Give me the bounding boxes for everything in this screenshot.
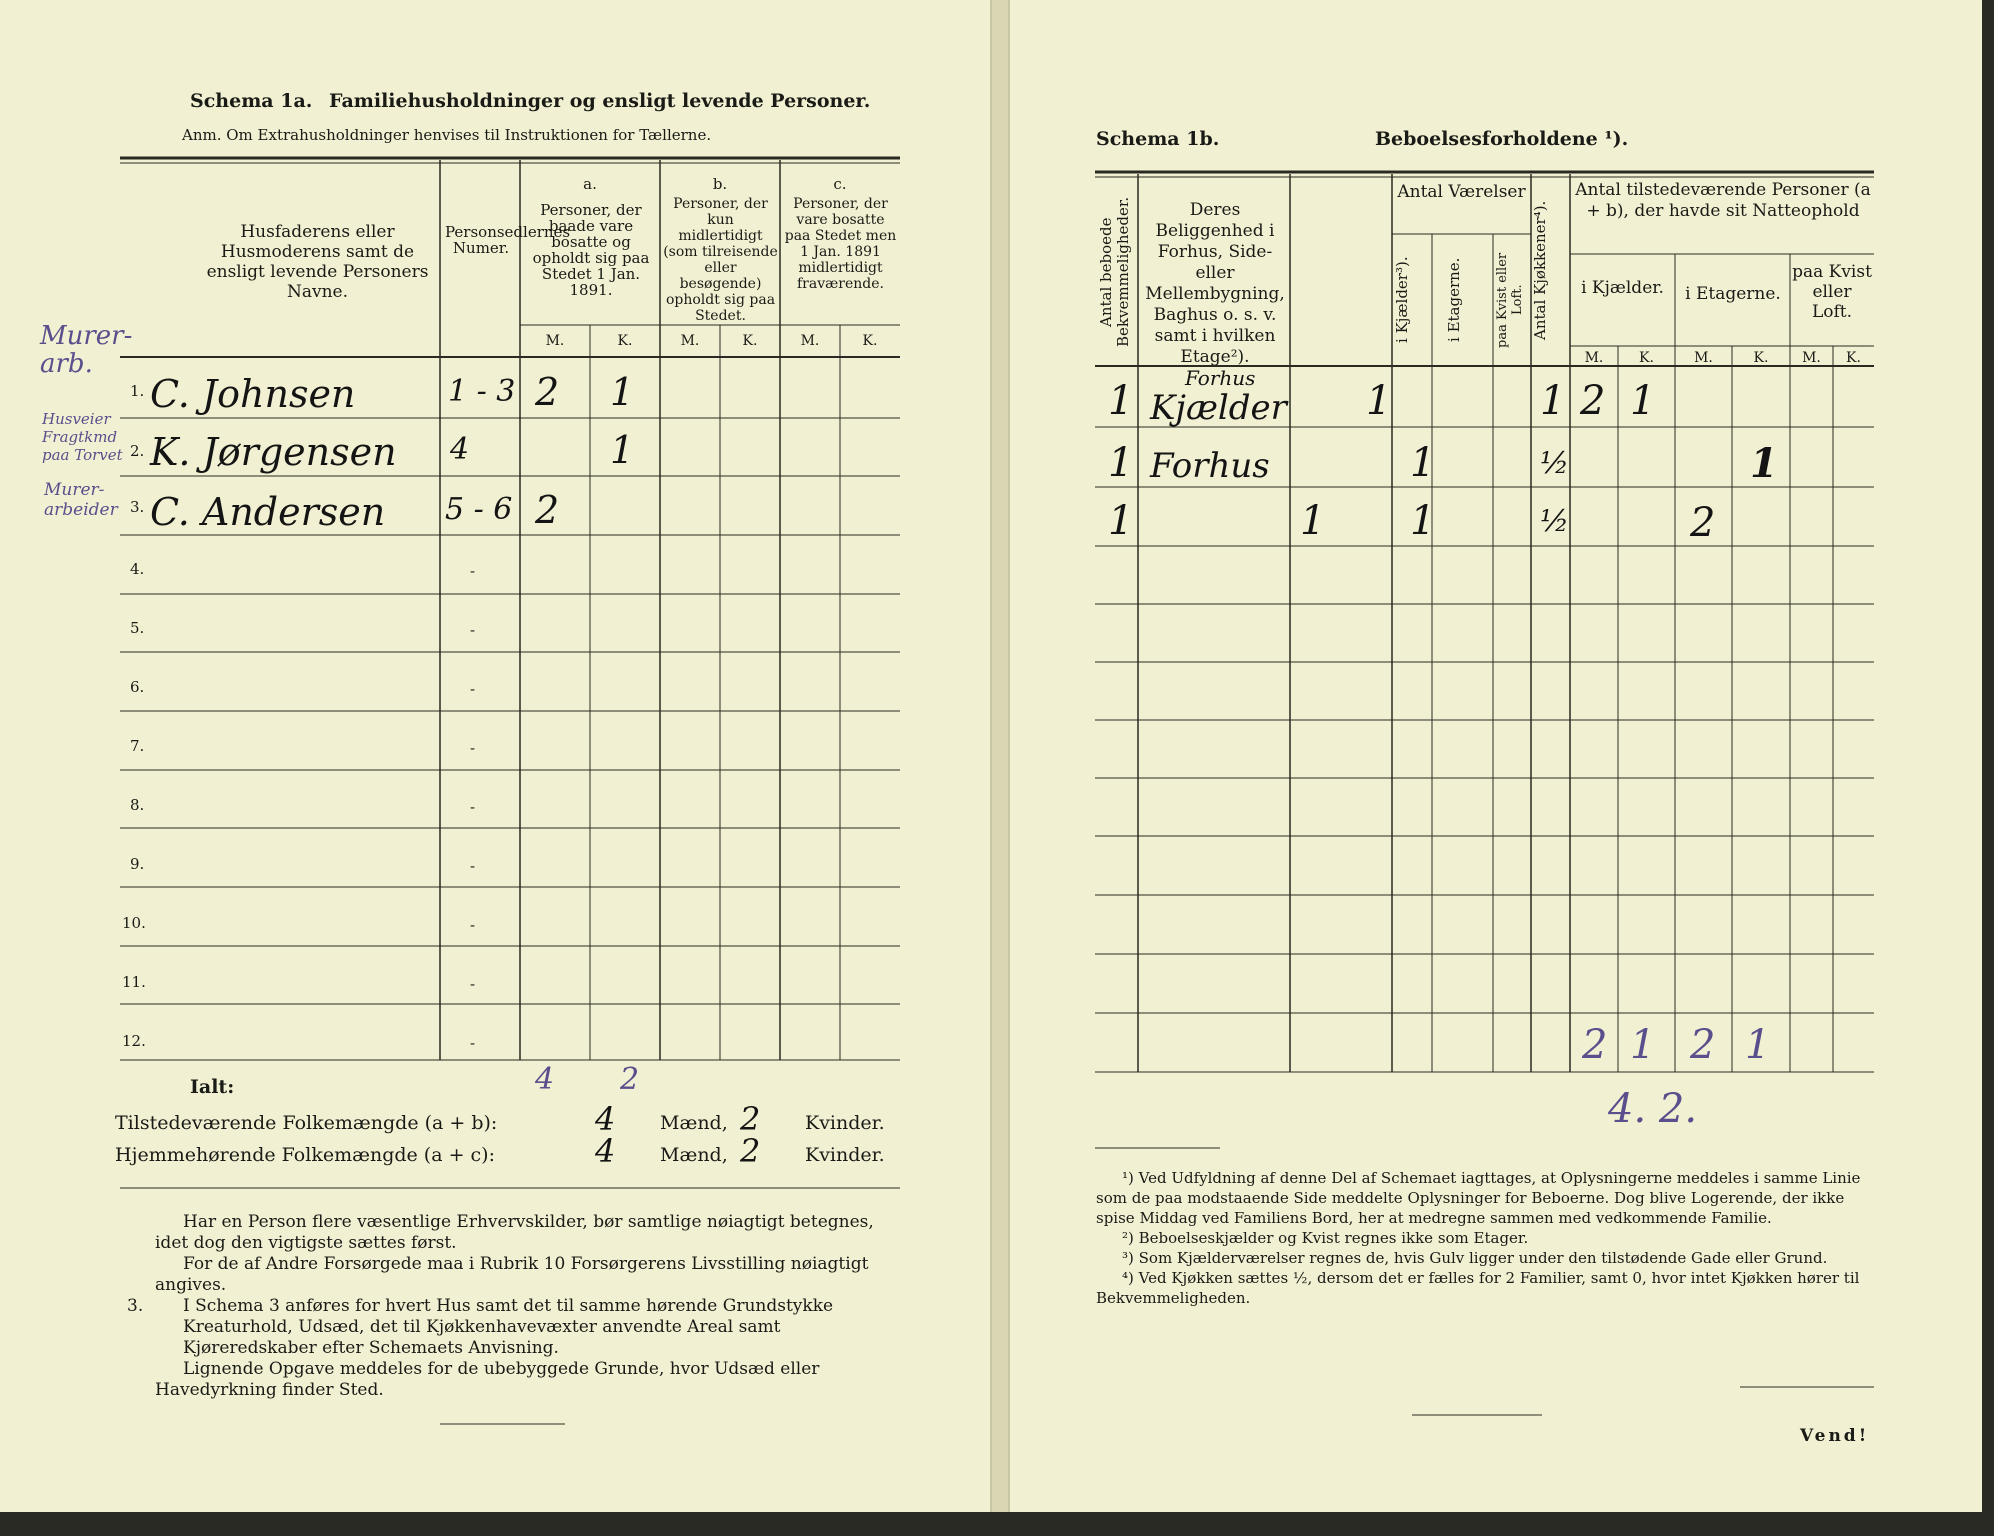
r2-kjokken: ½ <box>1540 446 1570 481</box>
mk-c-m: M. <box>800 333 820 349</box>
left-page <box>0 0 992 1512</box>
mk-kj-m: M. <box>1584 350 1604 366</box>
row-number: 12. <box>122 1032 146 1050</box>
row-number: 8. <box>130 796 145 814</box>
tilst-label: Tilstedeværende Folkemængde (a + b): <box>115 1112 498 1134</box>
margin-note-2: Husveier Fragtkmd paa Torvet <box>42 410 123 464</box>
mk-et-k: K. <box>1753 350 1769 366</box>
instruction-3 <box>127 1296 895 1359</box>
row-10-dash: - <box>470 916 476 934</box>
mk-kv-k: K. <box>1846 350 1861 366</box>
row-number: 6. <box>130 678 145 696</box>
row-3-name: C. Andersen <box>150 490 386 534</box>
r2-bebo: 1 <box>1108 440 1134 486</box>
row-3-numer: 5 - 6 <box>445 492 513 527</box>
row-9-dash: - <box>470 857 476 875</box>
row-8-dash: - <box>470 798 476 816</box>
row-1-a-k: 1 <box>610 370 635 414</box>
row-1-numer: 1 - 3 <box>448 374 516 409</box>
r1-bebo: 1 <box>1108 378 1134 424</box>
col-antal-vaerelser: Antal Værelser <box>1397 182 1526 202</box>
instruction-2: For de af Andre Forsørgede maa i Rubrik 10 Forsørgerens Livsstilling nøiagtigt angives. <box>155 1254 869 1295</box>
row-5-dash: - <box>470 621 476 639</box>
row-2-numer: 4 <box>450 432 470 467</box>
row-1-name: C. Johnsen <box>150 372 356 416</box>
col-antal-beboede: Antal beboede Bekvemmeligheder. <box>1097 196 1132 348</box>
row-number: 3. <box>130 498 145 516</box>
total-kj-k: 1 <box>1630 1022 1656 1068</box>
r1-kj-m: 2 <box>1580 378 1606 424</box>
total-et-k: 1 <box>1745 1022 1771 1068</box>
footnote-1: ¹) Ved Udfyldning af denne Del af Schemaet iagttages, at Oplysningerne meddeles i samme Linie som de paa modstaaende Side meddelte Oplysninger for Beboerne. Dog blive Logerende, der ikke spise Middag ved Familiens Bord, her at medregne sammen med vedkommende Familie. <box>1096 1169 1861 1227</box>
tilstedevaerende-row <box>115 1100 905 1140</box>
r3-belig: 1 <box>1300 498 1326 544</box>
instruction-4: Lignende Opgave meddeles for de ubebyggede Grunde, hvor Udsæd eller Havedyrkning finder Sted. <box>155 1359 820 1400</box>
mk-c-k: K. <box>862 333 878 349</box>
mk-a-k: K. <box>617 333 633 349</box>
margin-note-3: Murer-arbeider <box>44 480 118 520</box>
r2-etagerne: 1 <box>1410 440 1436 486</box>
schema-1b-prefix: Schema 1b. <box>1096 128 1220 150</box>
hjem-k-value: 2 <box>740 1132 761 1170</box>
hjem-label: Hjemmehørende Folkemængde (a + c): <box>115 1144 495 1166</box>
schema-1a-heading: Familiehusholdninger og ensligt levende Personer. <box>329 90 871 112</box>
row-2-name: K. Jørgensen <box>150 430 397 474</box>
col-b-letter: b. <box>712 175 728 193</box>
row-11-dash: - <box>470 975 476 993</box>
col-a-header: Personer, der baade vare bosatte og opholdt sig paa Stedet 1 Jan. 1891. <box>532 201 650 299</box>
col-i-etagerne: i Etagerne. <box>1445 257 1463 343</box>
row-number: 9. <box>130 855 145 873</box>
col-nat-etagerne: i Etagerne. <box>1685 284 1781 304</box>
vend-label: Vend! <box>1800 1426 1870 1446</box>
col-i-kjaelder: i Kjælder³). <box>1393 256 1411 344</box>
right-page <box>1008 0 1982 1512</box>
row-2-a-k: 1 <box>610 428 635 472</box>
book-gutter <box>990 0 1008 1512</box>
r1-belig-above: Forhus <box>1185 366 1256 390</box>
col-c-letter: c. <box>833 175 847 193</box>
r3-etagerne: 1 <box>1410 498 1436 544</box>
footnote-4: ⁴) Ved Kjøkken sættes ½, dersom det er fælles for 2 Familier, samt 0, hvor intet Kjøkken hører til Bekvemmeligheden. <box>1096 1269 1860 1307</box>
mk-et-m: M. <box>1694 350 1713 366</box>
ialt-label: Ialt: <box>190 1076 235 1098</box>
mk-a-m: M. <box>545 333 565 349</box>
instruction-3-number: 3. <box>127 1296 144 1316</box>
col-names-header: Husfaderens eller Husmoderens samt de ensligt levende Personers Navne. <box>206 222 429 302</box>
col-tilstedevaerende: Antal tilstedeværende Personer (a + b), der havde sit Natteophold <box>1575 180 1871 221</box>
tilst-k-value: 2 <box>740 1100 761 1138</box>
col-nat-kvist: paa Kvist eller Loft. <box>1792 262 1872 322</box>
r1-kjokken: 1 <box>1540 378 1566 424</box>
ialt-mark-k: 2 <box>620 1062 640 1097</box>
footnotes <box>1096 1168 1876 1308</box>
col-numer-header: Personsedlernes Numer. <box>445 223 571 257</box>
row-7-dash: - <box>470 739 476 757</box>
mk-b-k: K. <box>742 333 758 349</box>
schema-1b-heading: Beboelsesforholdene ¹). <box>1375 128 1629 150</box>
row-6-dash: - <box>470 680 476 698</box>
r1-belig: Kjælder <box>1150 388 1287 428</box>
r3-et-m: 2 <box>1690 500 1716 546</box>
row-number: 11. <box>122 973 146 991</box>
grand-total: 4. 2. <box>1608 1086 1698 1132</box>
schema-1a-prefix: Schema 1a. <box>190 90 313 112</box>
footnote-3: ³) Som Kjælderværelser regnes de, hvis Gulv ligger under den tilstødende Gade eller Grund. <box>1122 1249 1828 1267</box>
hjem-m-value: 4 <box>595 1132 616 1170</box>
hjem-kvinder: Kvinder. <box>805 1144 885 1166</box>
row-12-dash: - <box>470 1034 476 1052</box>
row-1-a-m: 2 <box>535 370 560 414</box>
r3-kjokken: ½ <box>1540 504 1570 539</box>
tilst-m-value: 4 <box>595 1100 616 1138</box>
row-number: 10. <box>122 914 146 932</box>
total-et-m: 2 <box>1690 1022 1716 1068</box>
row-4-dash: - <box>470 562 476 580</box>
col-beliggenhed: Deres Beliggenhed i Forhus, Side- eller Mellembygning, Baghus o. s. v. samt i hvilken Etage²). <box>1145 200 1285 367</box>
instruction-3-text: I Schema 3 anføres for hvert Hus samt det til samme hørende Grundstykke Kreaturhold, Udsæd, det til Kjøkkenhavevæxter anvendte Areal samt Kjøreredskaber efter Schemaets Anvisning. <box>183 1296 834 1358</box>
mk-b-m: M. <box>680 333 700 349</box>
hjem-maend: Mænd, <box>660 1144 728 1166</box>
col-paa-kvist: paa Kvist eller Loft. <box>1495 252 1525 348</box>
row-number: 7. <box>130 737 145 755</box>
row-number: 2. <box>130 442 145 460</box>
mk-kj-k: K. <box>1639 350 1654 366</box>
row-number: 4. <box>130 560 145 578</box>
r2-belig: Forhus <box>1150 446 1270 486</box>
instructions <box>127 1212 895 1401</box>
tilst-maend: Mænd, <box>660 1112 728 1134</box>
hjemmehorende-row <box>115 1132 905 1172</box>
row-number: 5. <box>130 619 145 637</box>
r1-kj-k: 1 <box>1630 378 1656 424</box>
row-number: 1. <box>130 382 145 400</box>
col-nat-kjaelder: i Kjælder. <box>1581 278 1664 298</box>
col-antal-kjokkener: Antal Kjøkkener⁴). <box>1531 200 1549 340</box>
anm-note: Anm. Om Extrahusholdninger henvises til Instruktionen for Tællerne. <box>182 126 712 144</box>
row-3-a-m: 2 <box>535 488 560 532</box>
r2-et-k: 1 <box>1750 440 1778 487</box>
col-c-header: Personer, der vare bosatte paa Stedet men 1 Jan. 1891 midlertidigt fraværende. <box>784 196 897 292</box>
col-b-header: Personer, der kun midlertidigt (som tilreisende eller besøgende) opholdt sig paa Stedet. <box>663 196 778 324</box>
r1-kjaelder: 1 <box>1366 378 1392 424</box>
instruction-1: Har en Person flere væsentlige Erhvervskilder, bør samtlige nøiagtigt betegnes, idet dog den vigtigste sættes først. <box>155 1212 874 1253</box>
r3-bebo: 1 <box>1108 498 1134 544</box>
col-a-letter: a. <box>583 175 597 193</box>
margin-note-1: Murer-arb. <box>40 321 133 379</box>
tilst-kvinder: Kvinder. <box>805 1112 885 1134</box>
ialt-mark-m: 4 <box>535 1062 555 1097</box>
mk-kv-m: M. <box>1802 350 1821 366</box>
footnote-2: ²) Beboelseskjælder og Kvist regnes ikke som Etager. <box>1122 1229 1529 1247</box>
total-kj-m: 2 <box>1582 1022 1608 1068</box>
